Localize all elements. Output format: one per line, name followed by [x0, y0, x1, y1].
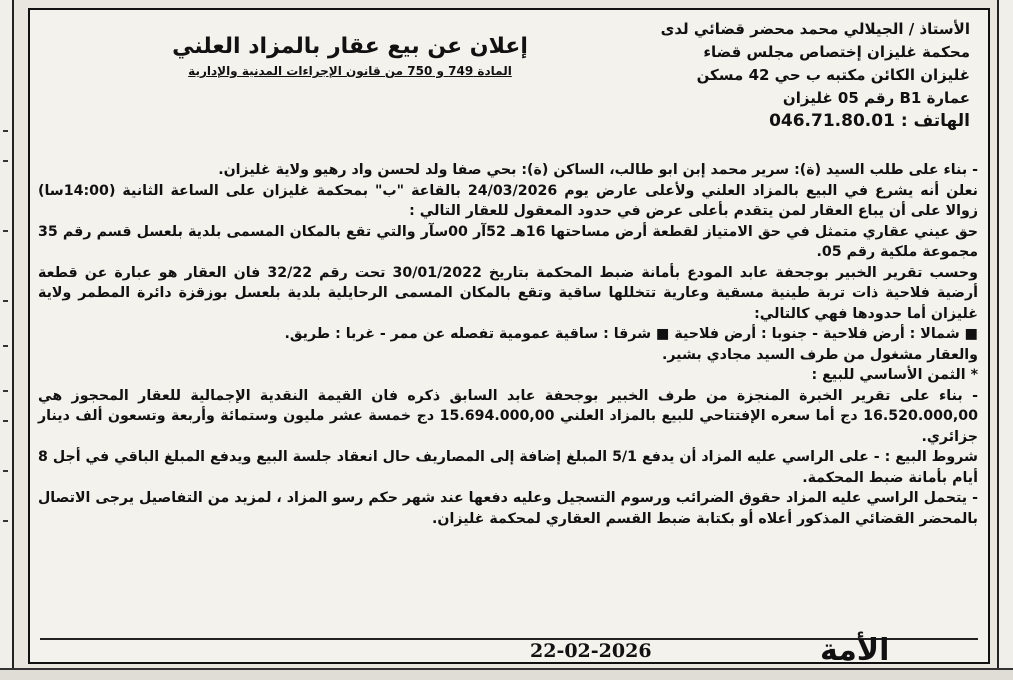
legal-reference: المادة 749 و 750 من قانون الإجراءات المدنية والإدارية [188, 64, 512, 78]
body-paragraph: وحسب تقرير الخبير بوجحفة عابد المودع بأمانة ضبط المحكمة بتاريخ 30/01/2022 تحت رقم 32/22 فان العقار هو عبارة عن قطعة أرضية فلاحية ذات تربة طينية مسقية وعارية تتخللها ساقية وتقع بالمكان المسمى الرحايلية بلدية بلعسل بوزقزة دائرة المطمر ولاية غليزان أما حدودها فهي كالتالي: [38, 264, 978, 322]
price-heading: * الثمن الأساسي للبيع : [811, 367, 978, 383]
notice-body [38, 160, 978, 529]
boundaries-line: ■ شمالا : أرض فلاحية - جنوبا : أرض فلاحية ■ شرقا : ساقية عمومية تفصله عن ممر - غربا : طريق. [284, 326, 978, 342]
title-block [170, 32, 530, 78]
bottom-edge [0, 668, 1013, 680]
body-paragraph: نعلن أنه يشرع في البيع بالمزاد العلني ولأعلى عارض يوم 24/03/2026 بالقاعة "ب" بمحكمة غليزان على الساعة الثانية (14:00سا) زوالا على أن يباع العقار لمن يتقدم بأعلى عرض في حدود المعقول للعقار التالي : [38, 182, 978, 219]
body-paragraph: - بناء على طلب السيد (ة): سرير محمد إبن ابو طالب، الساكن (ة): بحي صفا ولد لحسن واد رهيو ولاية غليزان. [218, 162, 978, 178]
publication-date: 22-02-2026 [530, 640, 652, 662]
body-paragraph: - يتحمل الراسي عليه المزاد حقوق الضرائب ورسوم التسجيل وعليه دفعها عند شهر حكم رسو المزاد ، لمزيد من التفاصيل يرجى الاتصال بالمحضر القضائي المذكور أعلاه أو بكتابة ضبط القسم العقاري لمحكمة غليزان. [38, 490, 978, 527]
body-paragraph: - بناء على تقرير الخبرة المنجزة من طرف الخبير بوجحفة عابد السابق ذكره فان القيمة النقدية الإجمالية للعقار المحجوز هي 16.520.000,00 دج أما سعره الإفتتاحي للبيع بالمزاد العلني 15.694.000,00 دج خمسة عشر مليون وستمائة وأربعة وتسعون ألف دينار جزائري. [38, 387, 978, 445]
bailiff-info [590, 18, 970, 133]
body-paragraph: والعقار مشغول من طرف السيد مجادي بشير. [661, 346, 978, 363]
bailiff-line: غليزان الكائن مكتبه ب حي 42 مسكن [696, 66, 970, 84]
body-paragraph: حق عيني عقاري متمثل في حق الامتياز لقطعة أرض مساحتها 16هـ 52آر 00سآر والتي تقع بالمكان المسمى بلدية بلعسل قسم رقم 35 مجموعة ملكية رقم 05. [38, 223, 978, 260]
newspaper-logo: الأمة [820, 633, 890, 668]
bailiff-line: محكمة غليزان إختصاص مجلس قضاء [703, 43, 970, 61]
bailiff-line: عمارة B1 رقم 05 غليزان [782, 89, 970, 107]
bailiff-phone: الهاتف : 046.71.80.01 [769, 111, 970, 131]
auction-notice [28, 8, 990, 668]
left-column-edge [0, 0, 14, 680]
bailiff-line: الأستاذ / الجيلالي محمد محضر قضائي لدى [660, 20, 970, 38]
right-column-edge [997, 0, 1013, 680]
notice-header [30, 10, 988, 160]
sale-conditions: شروط البيع : - على الراسي عليه المزاد أن يدفع 5/1 المبلغ إضافة إلى المصاريف حال انعقاد جلسة البيع ويدفع المبلغ الباقي في أجل 8 أيام بأمانة ضبط المحكمة. [38, 449, 978, 486]
notice-title: إعلان عن بيع عقار بالمزاد العلني [172, 34, 528, 59]
